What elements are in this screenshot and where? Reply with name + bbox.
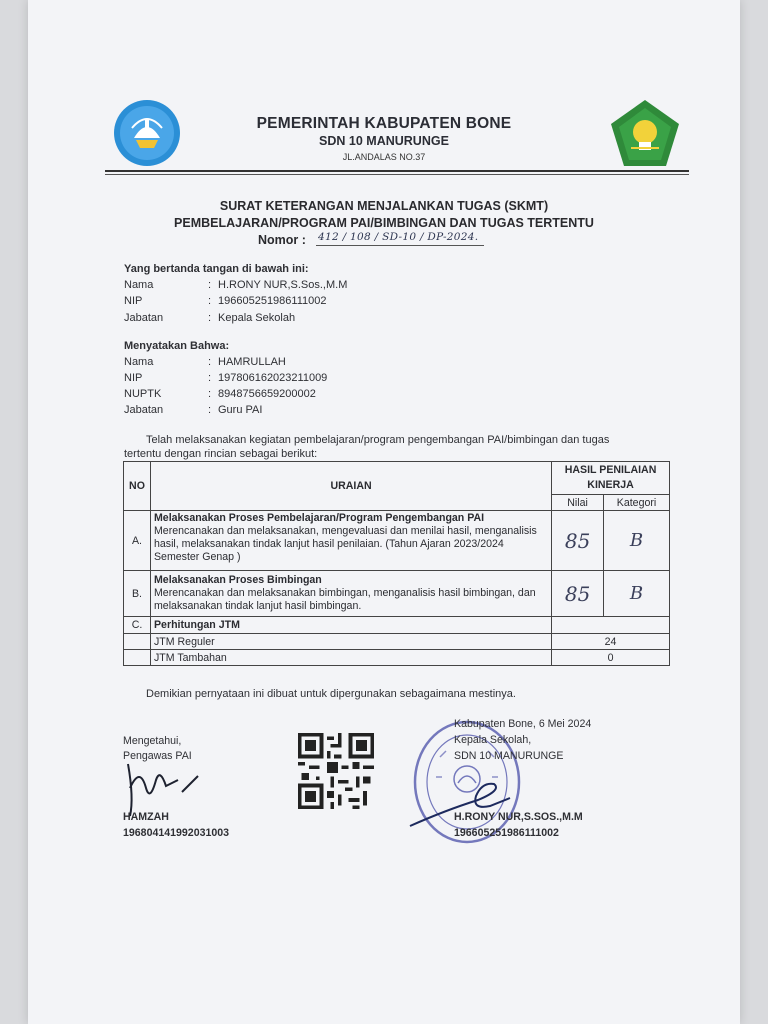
signer-value-nip: 196605251986111002 bbox=[218, 295, 327, 307]
jtm-tambahan-label: JTM Tambahan bbox=[150, 650, 551, 666]
jtm-tambahan-value: 0 bbox=[552, 650, 670, 666]
row-description: Merencanakan dan melaksanakan bimbingan, menganalisis hasil bimbingan, dan melaksanakan tindak lanjut hasil bimbingan. bbox=[153, 587, 536, 612]
header-hasil-penilaian: HASIL PENILAIAN KINERJA bbox=[552, 462, 670, 495]
signer-label-nip: NIP bbox=[124, 295, 143, 307]
table-row bbox=[124, 650, 670, 666]
colon: : bbox=[208, 388, 212, 400]
closing-statement: Demikian pernyataan ini dibuat untuk dipergunakan sebagaimana mestinya. bbox=[146, 688, 516, 700]
header-government: PEMERINTAH KABUPATEN BONE bbox=[256, 115, 512, 132]
subject-label-nuptk: NUPTK bbox=[124, 388, 162, 400]
doc-title-line1: SURAT KETERANGAN MENJALANKAN TUGAS (SKMT) bbox=[219, 199, 549, 213]
colon: : bbox=[208, 356, 212, 368]
signer-label-jabatan: Jabatan bbox=[124, 312, 164, 324]
row-nilai-handwritten: 85 bbox=[552, 571, 604, 617]
table-row bbox=[124, 571, 670, 617]
nomor-underline bbox=[316, 245, 484, 246]
row-kategori-handwritten: B bbox=[604, 511, 670, 571]
right-sign-role: Kepala Sekolah, bbox=[454, 734, 532, 746]
row-no: C. bbox=[124, 617, 151, 634]
subject-heading: Menyatakan Bahwa: bbox=[124, 340, 230, 352]
right-sign-name: H.RONY NUR,S.SOS.,M.M bbox=[454, 811, 583, 823]
colon: : bbox=[208, 279, 212, 291]
left-sign-name: HAMZAH bbox=[123, 811, 169, 823]
row-empty bbox=[124, 650, 151, 666]
header-no: NO bbox=[124, 462, 151, 511]
header-uraian: URAIAN bbox=[150, 462, 551, 511]
header-rule-thin bbox=[105, 174, 689, 175]
row-uraian bbox=[150, 571, 551, 617]
header-nilai: Nilai bbox=[552, 495, 604, 511]
nomor-label: Nomor : bbox=[258, 233, 306, 247]
subject-value-nama: HAMRULLAH bbox=[218, 356, 286, 368]
nomor-handwritten: 412 / 108 / SD-10 / DP-2024. bbox=[318, 231, 479, 243]
intro-paragraph-line2: tertentu dengan rincian sebagai berikut: bbox=[124, 448, 318, 460]
qr-code-icon bbox=[298, 733, 374, 809]
signer-heading: Yang bertanda tangan di bawah ini: bbox=[124, 263, 309, 275]
header-kategori: Kategori bbox=[604, 495, 670, 511]
subject-value-nuptk: 8948756659200002 bbox=[218, 388, 316, 400]
row-empty bbox=[124, 634, 151, 650]
intro-paragraph-line1: Telah melaksanakan kegiatan pembelajaran/program pengembangan PAI/bimbingan dan tugas bbox=[146, 434, 610, 446]
subject-value-nip: 197806162023211009 bbox=[218, 372, 328, 384]
right-sign-nip: 196605251986111002 bbox=[454, 827, 559, 839]
table-row bbox=[124, 617, 670, 634]
row-title: Perhitungan JTM bbox=[150, 617, 551, 634]
table-row bbox=[124, 634, 670, 650]
rincian-table bbox=[123, 461, 670, 666]
jtm-reguler-label: JTM Reguler bbox=[150, 634, 551, 650]
row-title: Melaksanakan Proses Pembelajaran/Program Pengembangan PAI bbox=[153, 512, 485, 524]
document-page bbox=[28, 0, 740, 1024]
row-no: B. bbox=[124, 571, 151, 617]
subject-label-nama: Nama bbox=[124, 356, 154, 368]
row-nilai-handwritten: 85 bbox=[552, 511, 604, 571]
table-header-row bbox=[124, 462, 670, 495]
row-uraian bbox=[150, 511, 551, 571]
left-sign-nip: 196804141992031003 bbox=[123, 827, 230, 839]
jtm-reguler-value: 24 bbox=[552, 634, 670, 650]
header-address: JL.ANDALAS NO.37 bbox=[342, 152, 426, 162]
doc-title-line2: PEMBELAJARAN/PROGRAM PAI/BIMBINGAN DAN TUGAS TERTENTU bbox=[174, 216, 594, 230]
row-empty bbox=[552, 617, 670, 634]
colon: : bbox=[208, 372, 212, 384]
row-no: A. bbox=[124, 511, 151, 571]
subject-value-jabatan: Guru PAI bbox=[218, 404, 263, 416]
header-school: SDN 10 MANURUNGE bbox=[319, 134, 449, 148]
signer-label-nama: Nama bbox=[124, 279, 154, 291]
left-sign-line2: Pengawas PAI bbox=[123, 750, 192, 762]
left-sign-line1: Mengetahui, bbox=[123, 735, 182, 747]
right-sign-place-date: Kabupaten Bone, 6 Mei 2024 bbox=[454, 718, 592, 730]
colon: : bbox=[208, 295, 212, 307]
signer-value-nama: H.RONY NUR,S.Sos.,M.M bbox=[218, 279, 348, 291]
row-title: Melaksanakan Proses Bimbingan bbox=[153, 574, 322, 586]
signer-value-jabatan: Kepala Sekolah bbox=[218, 312, 296, 324]
table-row bbox=[124, 511, 670, 571]
colon: : bbox=[208, 312, 212, 324]
colon: : bbox=[208, 404, 212, 416]
subject-label-nip: NIP bbox=[124, 372, 143, 384]
subject-label-jabatan: Jabatan bbox=[124, 404, 164, 416]
right-sign-school: SDN 10 MANURUNGE bbox=[454, 750, 564, 762]
row-kategori-handwritten: B bbox=[604, 571, 670, 617]
header-rule bbox=[105, 170, 689, 172]
row-description: Merencanakan dan melaksanakan, mengevaluasi dan menilai hasil, menganalisis hasil, melaksanakan tindak lanjut hasil penilaian. (Tahun Ajaran 2023/2024 Semester Genap ) bbox=[153, 525, 537, 563]
